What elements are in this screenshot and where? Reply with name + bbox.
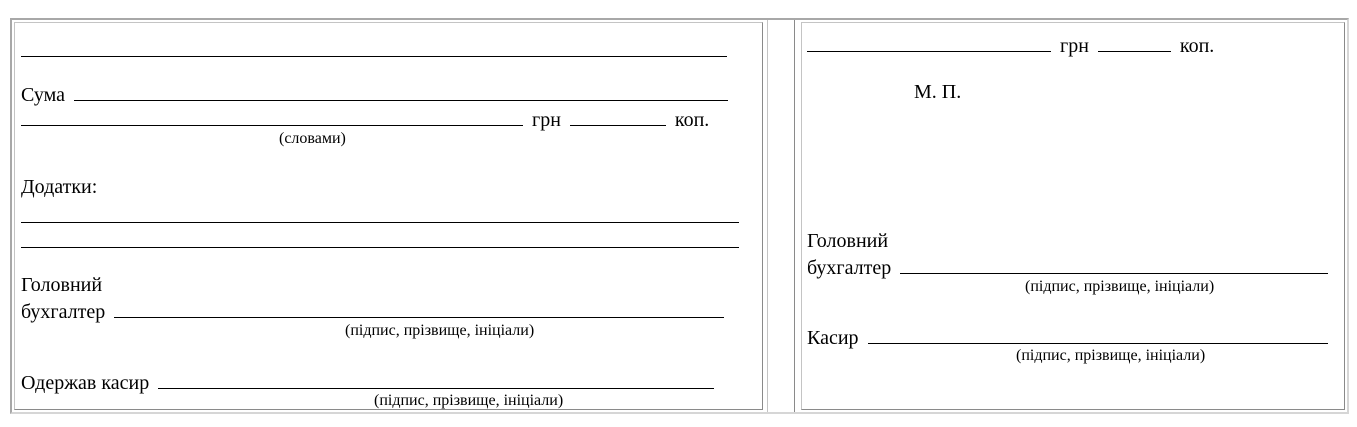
received-cashier-caption: (підпис, прізвище, ініціали) (374, 392, 564, 409)
sum-field[interactable] (74, 81, 728, 101)
uah-label: грн (532, 109, 561, 131)
chief-accountant-signature-field[interactable] (114, 298, 724, 318)
right-uah-field[interactable] (807, 32, 1051, 52)
cashier-label: Касир (807, 327, 859, 349)
words-caption: (словами) (279, 130, 346, 147)
cashier-signature-field[interactable] (868, 324, 1328, 344)
tear-off-separator (767, 20, 795, 412)
chief-accountant-row (21, 298, 724, 323)
kop-field[interactable] (570, 106, 666, 126)
right-chief-accountant-label-line1: Головний (807, 230, 889, 252)
receipt-left-part (14, 22, 763, 410)
amount-words-row (21, 106, 709, 131)
kop-label: коп. (674, 109, 710, 131)
attachments-label: Додатки: (21, 176, 98, 198)
received-cashier-label: Одержав касир (21, 372, 150, 394)
right-kop-label: коп. (1179, 35, 1215, 57)
right-chief-accountant-row (807, 254, 1328, 279)
received-cashier-signature-field[interactable] (158, 369, 714, 389)
cashier-caption: (підпис, прізвище, ініціали) (1016, 347, 1206, 364)
sum-row (21, 81, 728, 106)
right-chief-accountant-caption: (підпис, прізвище, ініціали) (1025, 278, 1215, 295)
chief-accountant-label-line1: Головний (21, 274, 103, 296)
sum-label: Сума (21, 84, 65, 106)
attachments-line-2[interactable] (21, 228, 739, 253)
right-kop-field[interactable] (1098, 32, 1171, 52)
right-chief-accountant-signature-field[interactable] (900, 254, 1328, 274)
right-uah-label: грн (1060, 35, 1089, 57)
cash-order-form (10, 18, 1349, 414)
chief-accountant-caption: (підпис, прізвище, ініціали) (345, 322, 535, 339)
right-amount-row (807, 32, 1214, 57)
receipt-right-part (801, 22, 1345, 410)
top-blank-line[interactable] (21, 37, 727, 62)
cashier-row (807, 324, 1328, 349)
amount-words-field[interactable] (21, 106, 523, 126)
attachments-line-1[interactable] (21, 203, 739, 228)
right-chief-accountant-label-line2: бухгалтер (807, 257, 892, 279)
stamp-place-label: М. П. (914, 81, 962, 103)
received-cashier-row (21, 369, 714, 394)
chief-accountant-label-line2: бухгалтер (21, 301, 106, 323)
